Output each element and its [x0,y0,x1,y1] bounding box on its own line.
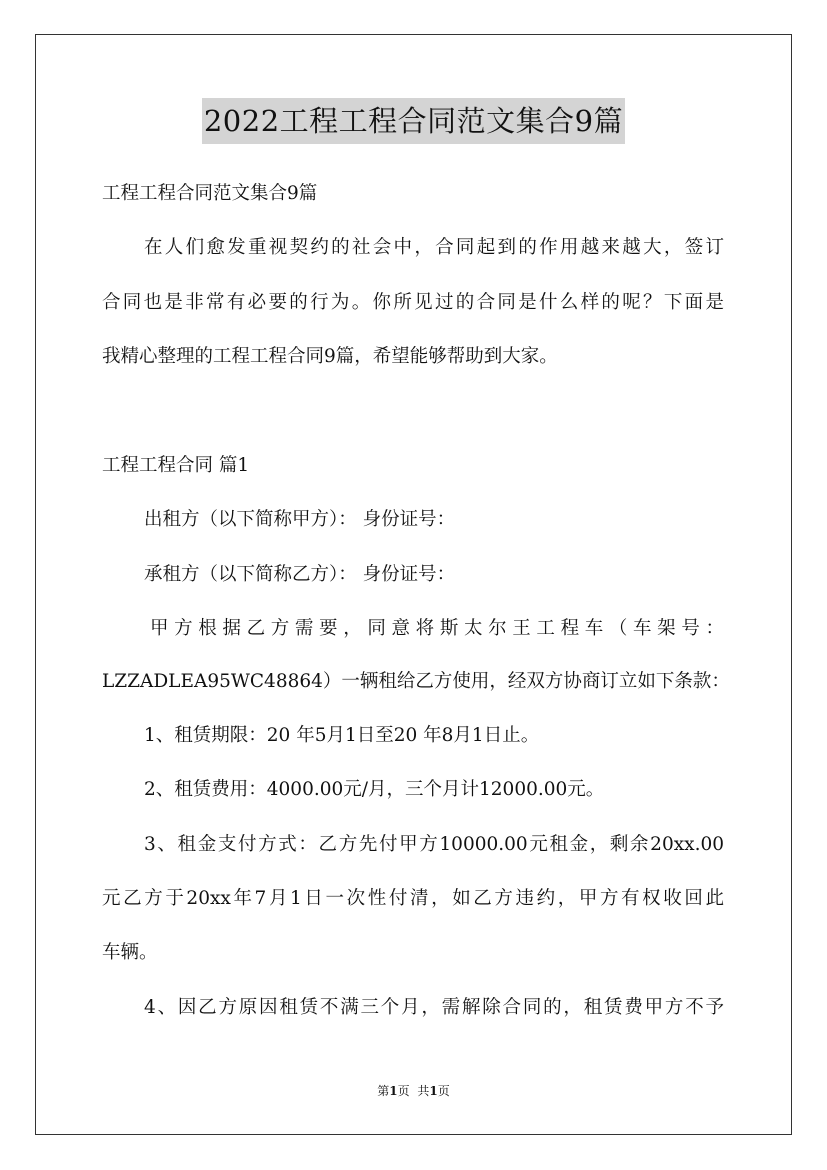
body-line: 2、租赁费用：4000.00元/月，三个月计12000.00元。 [144,779,605,800]
document-title: 2022工程工程合同范文集合9篇 [202,98,625,144]
footer-total-suffix: 页 [437,1084,450,1098]
body-line: 出租方（以下简称甲方）： 身份证号： [144,509,456,530]
footer-page-prefix: 第 [377,1084,390,1098]
section-heading: 工程工程合同 篇1 [102,455,250,476]
body-line: 承租方（以下简称乙方）： 身份证号： [144,564,456,585]
body-line: 4、因乙方原因租赁不满三个月，需解除合同的，租赁费甲方不予 [144,997,724,1018]
body-line: 我精心整理的工程工程合同9篇，希望能够帮助到大家。 [102,346,558,367]
body-line: 3、租金支付方式：乙方先付甲方10000.00元租金，剩余20xx.00 [144,834,724,855]
footer-total-prefix: 共 [417,1084,430,1098]
body-line: LZZADLEA95WC48864）一辆租给乙方使用，经双方协商订立如下条款： [102,671,730,692]
body-line: 1、租赁期限：20 年5月1日至20 年8月1日止。 [144,725,540,746]
body-line: 在人们愈发重视契约的社会中，合同起到的作用越来越大，签订 [144,237,724,258]
body-line: 元乙方于20xx年7月1日一次性付清，如乙方违约，甲方有权收回此 [102,888,724,909]
footer-total-number: 1 [429,1084,438,1098]
body-line: 车辆。 [102,942,158,963]
title-area [0,98,827,144]
page-footer [0,1083,827,1099]
footer-page-suffix: 页 [397,1084,410,1098]
body-line: 甲方根据乙方需要，同意将斯太尔王工程车（车架号： [150,618,724,639]
footer-page-number: 1 [389,1084,398,1098]
subtitle-line: 工程工程合同范文集合9篇 [102,183,318,204]
body-line: 合同也是非常有必要的行为。你所见过的合同是什么样的呢？下面是 [102,292,724,313]
